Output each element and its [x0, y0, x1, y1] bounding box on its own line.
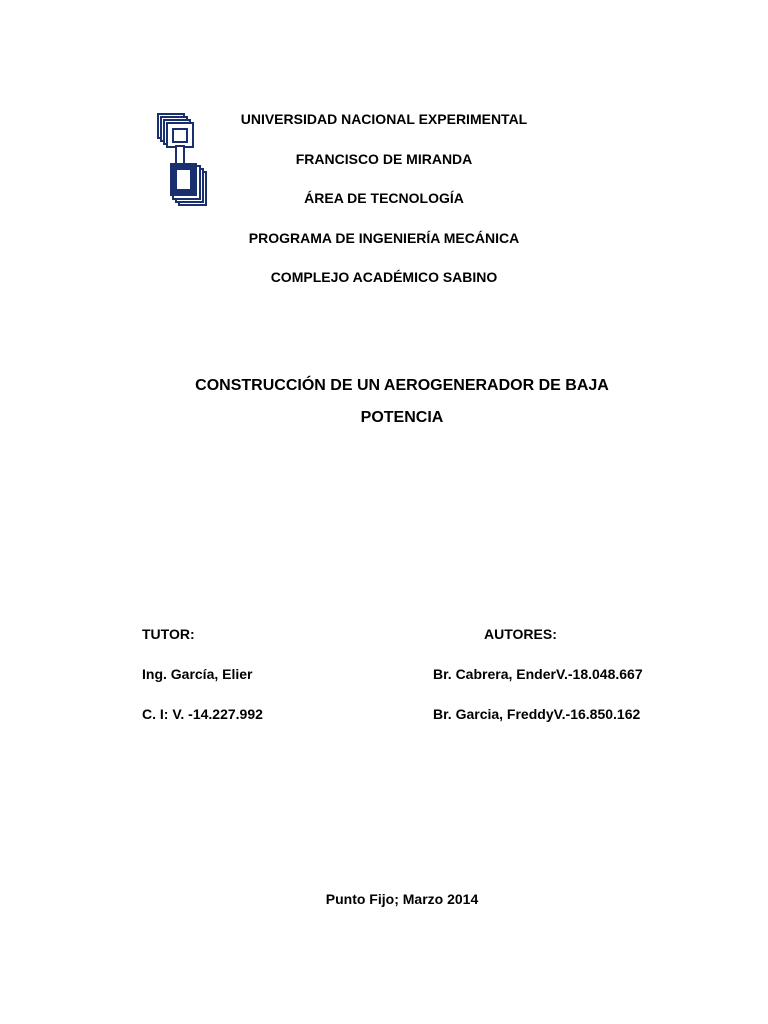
place-date: Punto Fijo; Marzo 2014 — [325, 891, 479, 907]
tutor-name: Ing. García, Elier — [142, 666, 253, 682]
authors-heading: AUTORES: — [484, 626, 557, 642]
area-name: ÁREA DE TECNOLOGÍA — [304, 190, 464, 206]
tutor-heading: TUTOR: — [142, 626, 195, 642]
complex-name: COMPLEJO ACADÉMICO SABINO — [270, 269, 498, 285]
university-name: UNIVERSIDAD NACIONAL EXPERIMENTAL — [240, 111, 528, 127]
university-subname: FRANCISCO DE MIRANDA — [295, 151, 473, 167]
author-2: Br. Garcia, FreddyV.-16.850.162 — [433, 706, 641, 722]
program-name: PROGRAMA DE INGENIERÍA MECÁNICA — [248, 230, 520, 246]
tutor-id: C. I: V. -14.227.992 — [142, 706, 263, 722]
document-title-line2: POTENCIA — [360, 409, 444, 426]
author-1: Br. Cabrera, EnderV.-18.048.667 — [433, 666, 643, 682]
document-title-line1: CONSTRUCCIÓN DE UN AEROGENERADOR DE BAJA — [195, 377, 609, 394]
